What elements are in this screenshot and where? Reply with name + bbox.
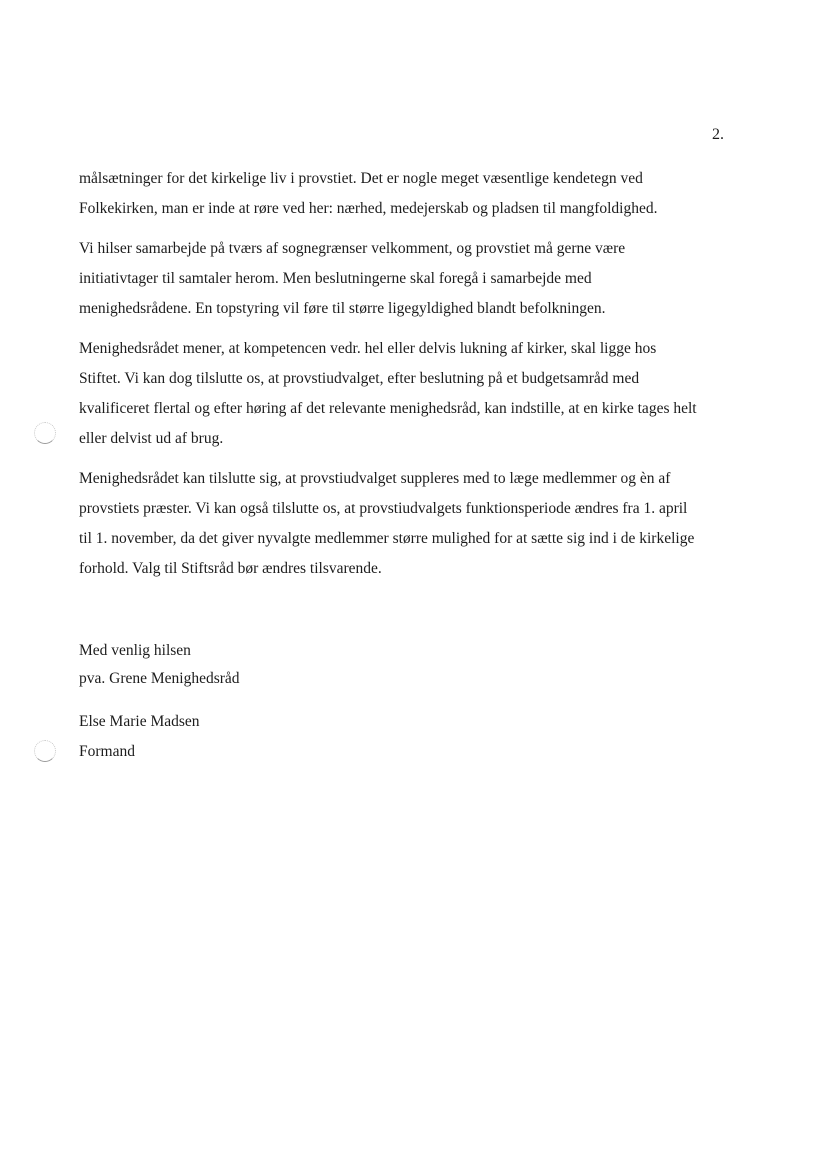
letter-body bbox=[79, 164, 759, 584]
text-line: Vi hilser samarbejde på tværs af sognegrænser velkomment, og provstiet må gerne være bbox=[79, 240, 626, 257]
signer-name: Else Marie Madsen bbox=[79, 713, 200, 730]
text-line: målsætninger for det kirkelige liv i provstiet. Det er nogle meget væsentlige kendetegn ved bbox=[79, 170, 643, 187]
paragraph-1 bbox=[79, 164, 759, 224]
text-line: forhold. Valg til Stiftsråd bør ændres tilsvarende. bbox=[79, 560, 382, 577]
text-line: kvalificeret flertal og efter høring af det relevante menighedsråd, kan indstille, at en kirke tages helt bbox=[79, 400, 697, 417]
punch-hole-mark bbox=[34, 422, 56, 444]
closing-greeting: Med venlig hilsen bbox=[79, 642, 191, 659]
signer-title: Formand bbox=[79, 743, 135, 760]
text-line: Menighedsrådet mener, at kompetencen vedr. hel eller delvis lukning af kirker, skal ligge hos bbox=[79, 340, 657, 357]
text-line: initiativtager til samtaler herom. Men beslutningerne skal foregå i samarbejde med bbox=[79, 270, 592, 287]
paragraph-2 bbox=[79, 234, 759, 324]
punch-hole-mark bbox=[34, 740, 56, 762]
paragraph-3 bbox=[79, 334, 759, 454]
text-line: Menighedsrådet kan tilslutte sig, at provstiudvalget suppleres med to læge medlemmer og èn af bbox=[79, 470, 671, 487]
text-line: provstiets præster. Vi kan også tilslutte os, at provstiudvalgets funktionsperiode ændres fra 1. april bbox=[79, 500, 688, 517]
page-number: 2. bbox=[712, 126, 724, 143]
text-line: menighedsrådene. En topstyring vil føre til større ligegyldighed blandt befolkningen. bbox=[79, 300, 606, 317]
text-line: eller delvist ud af brug. bbox=[79, 430, 224, 447]
text-line: til 1. november, da det giver nyvalgte medlemmer større mulighed for at sætte sig ind i de kirkelige bbox=[79, 530, 695, 547]
text-line: Folkekirken, man er inde at røre ved her: nærhed, medejerskab og pladsen til mangfoldighed. bbox=[79, 200, 658, 217]
closing-on-behalf: pva. Grene Menighedsråd bbox=[79, 670, 240, 687]
paragraph-4 bbox=[79, 464, 759, 584]
text-line: Stiftet. Vi kan dog tilslutte os, at provstiudvalget, efter beslutning på et budgetsamråd med bbox=[79, 370, 640, 387]
